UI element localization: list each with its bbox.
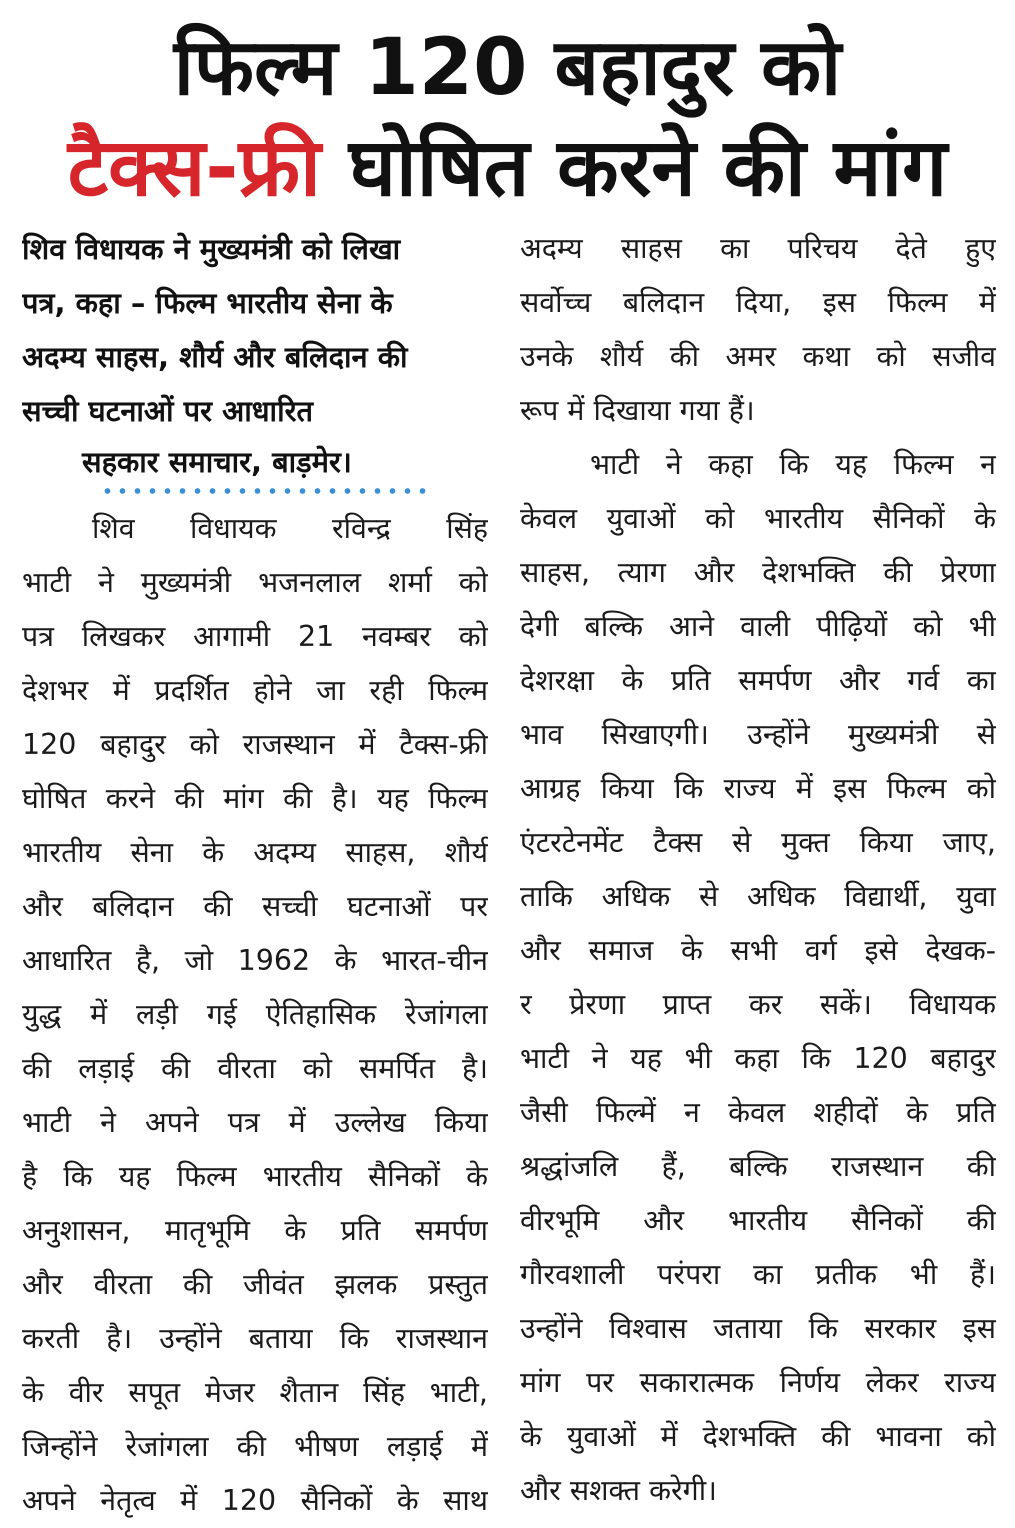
body-line: आधारित है, जो 1962 के भारत-चीन	[22, 944, 488, 977]
body-line: अदम्य साहस का परिचय देते हुए	[520, 232, 996, 265]
body-line: साहस, त्याग और देशभक्ति की प्रेरणा	[520, 556, 996, 589]
deck-line: पत्र, कहा – फिल्म भारतीय सेना के	[22, 286, 393, 320]
deck-line: सच्ची घटनाओं पर आधारित	[22, 394, 313, 428]
body-line: घोषित करने की मांग की है। यह फिल्म	[22, 782, 488, 815]
body-line: और वीरता की जीवंत झलक प्रस्तुत	[22, 1268, 488, 1301]
body-line: भाटी ने मुख्यमंत्री भजनलाल शर्मा को	[22, 566, 488, 599]
headline-line-1: फिल्म 120 बहादुर को	[173, 23, 842, 113]
body-line: जिन्होंने रेजांगला की भीषण लड़ाई में	[22, 1430, 488, 1463]
body-line: पत्र लिखकर आगामी 21 नवम्बर को	[22, 620, 488, 653]
body-line: भाटी ने कहा कि यह फिल्म न	[590, 448, 996, 481]
headline-rest-text: घोषित करने की मांग	[320, 121, 948, 214]
body-line: देशरक्षा के प्रति समर्पण और गर्व का	[520, 664, 996, 697]
body-line: वीरभूमि और भारतीय सैनिकों की	[520, 1204, 996, 1237]
body-line: केवल युवाओं को भारतीय सैनिकों के	[520, 502, 996, 535]
body-line: है कि यह फिल्म भारतीय सैनिकों के	[22, 1160, 488, 1193]
deck	[22, 222, 488, 438]
right-column	[520, 222, 996, 1507]
body-line: जैसी फिल्में न केवल शहीदों के प्रति	[520, 1096, 996, 1129]
body-line: मांग पर सकारात्मक निर्णय लेकर राज्य	[520, 1366, 996, 1399]
body-line: अपने नेतृत्व में 120 सैनिकों के साथ	[22, 1484, 488, 1517]
dotted-divider	[100, 486, 430, 496]
body-line: 120 बहादुर को राजस्थान में टैक्स-फ्री	[22, 728, 488, 761]
byline: सहकार समाचार, बाड़मेर।	[82, 445, 352, 479]
body-line: अनुशासन, मातृभूमि के प्रति समर्पण	[22, 1214, 488, 1247]
body-line: उन्होंने विश्वास जताया कि सरकार इस	[520, 1312, 996, 1345]
deck-line: अदम्य साहस, शौर्य और बलिदान की	[22, 340, 408, 374]
deck-line: शिव विधायक ने मुख्यमंत्री को लिखा	[22, 232, 401, 266]
body-line: श्रद्धांजलि हैं, बल्कि राजस्थान की	[520, 1150, 996, 1183]
body-line: ताकि अधिक से अधिक विद्यार्थी, युवा	[520, 880, 996, 913]
body-line: देशभर में प्रदर्शित होने जा रही फिल्म	[22, 674, 488, 707]
body-line: करती है। उन्होंने बताया कि राजस्थान	[22, 1322, 488, 1355]
body-line: र प्रेरणा प्राप्त कर सकें। विधायक	[520, 988, 996, 1021]
body-line: भाटी ने यह भी कहा कि 120 बहादुर	[520, 1042, 996, 1075]
body-line: सर्वोच्च बलिदान दिया, इस फिल्म में	[520, 286, 996, 319]
body-line: शिव विधायक रविन्द्र सिंह	[92, 512, 488, 545]
body-line: युद्ध में लड़ी गई ऐतिहासिक रेजांगला	[22, 998, 488, 1031]
body-line: और सशक्त करेगी।	[520, 1474, 717, 1507]
body-line: और बलिदान की सच्ची घटनाओं पर	[22, 890, 488, 923]
body-line: आग्रह किया कि राज्य में इस फिल्म को	[520, 772, 996, 805]
body-line: की लड़ाई की वीरता को समर्पित है।	[22, 1052, 488, 1085]
body-line: भाटी ने अपने पत्र में उल्लेख किया	[22, 1106, 488, 1139]
body-line: रूप में दिखाया गया हैं।	[520, 394, 755, 427]
body-line: के वीर सपूत मेजर शैतान सिंह भाटी,	[22, 1376, 488, 1409]
body-line: भाव सिखाएगी। उन्होंने मुख्यमंत्री से	[520, 718, 996, 751]
headline-line-2	[0, 118, 1015, 218]
body-line: उनके शौर्य की अमर कथा को सजीव	[520, 340, 996, 373]
body-line: भारतीय सेना के अदम्य साहस, शौर्य	[22, 836, 488, 869]
body-line: देगी बल्कि आने वाली पीढ़ियों को भी	[520, 610, 996, 643]
body-line: एंटरटेनमेंट टैक्स से मुक्त किया जाए,	[520, 826, 996, 859]
headline-accent-text: टैक्स-फ्री	[67, 121, 321, 214]
left-body	[22, 502, 488, 1528]
left-column	[22, 222, 488, 1517]
body-line: और समाज के सभी वर्ग इसे देखक-	[520, 934, 996, 967]
body-line: गौरवशाली परंपरा का प्रतीक भी हैं।	[520, 1258, 996, 1291]
body-line: के युवाओं में देशभक्ति की भावना को	[520, 1420, 996, 1453]
